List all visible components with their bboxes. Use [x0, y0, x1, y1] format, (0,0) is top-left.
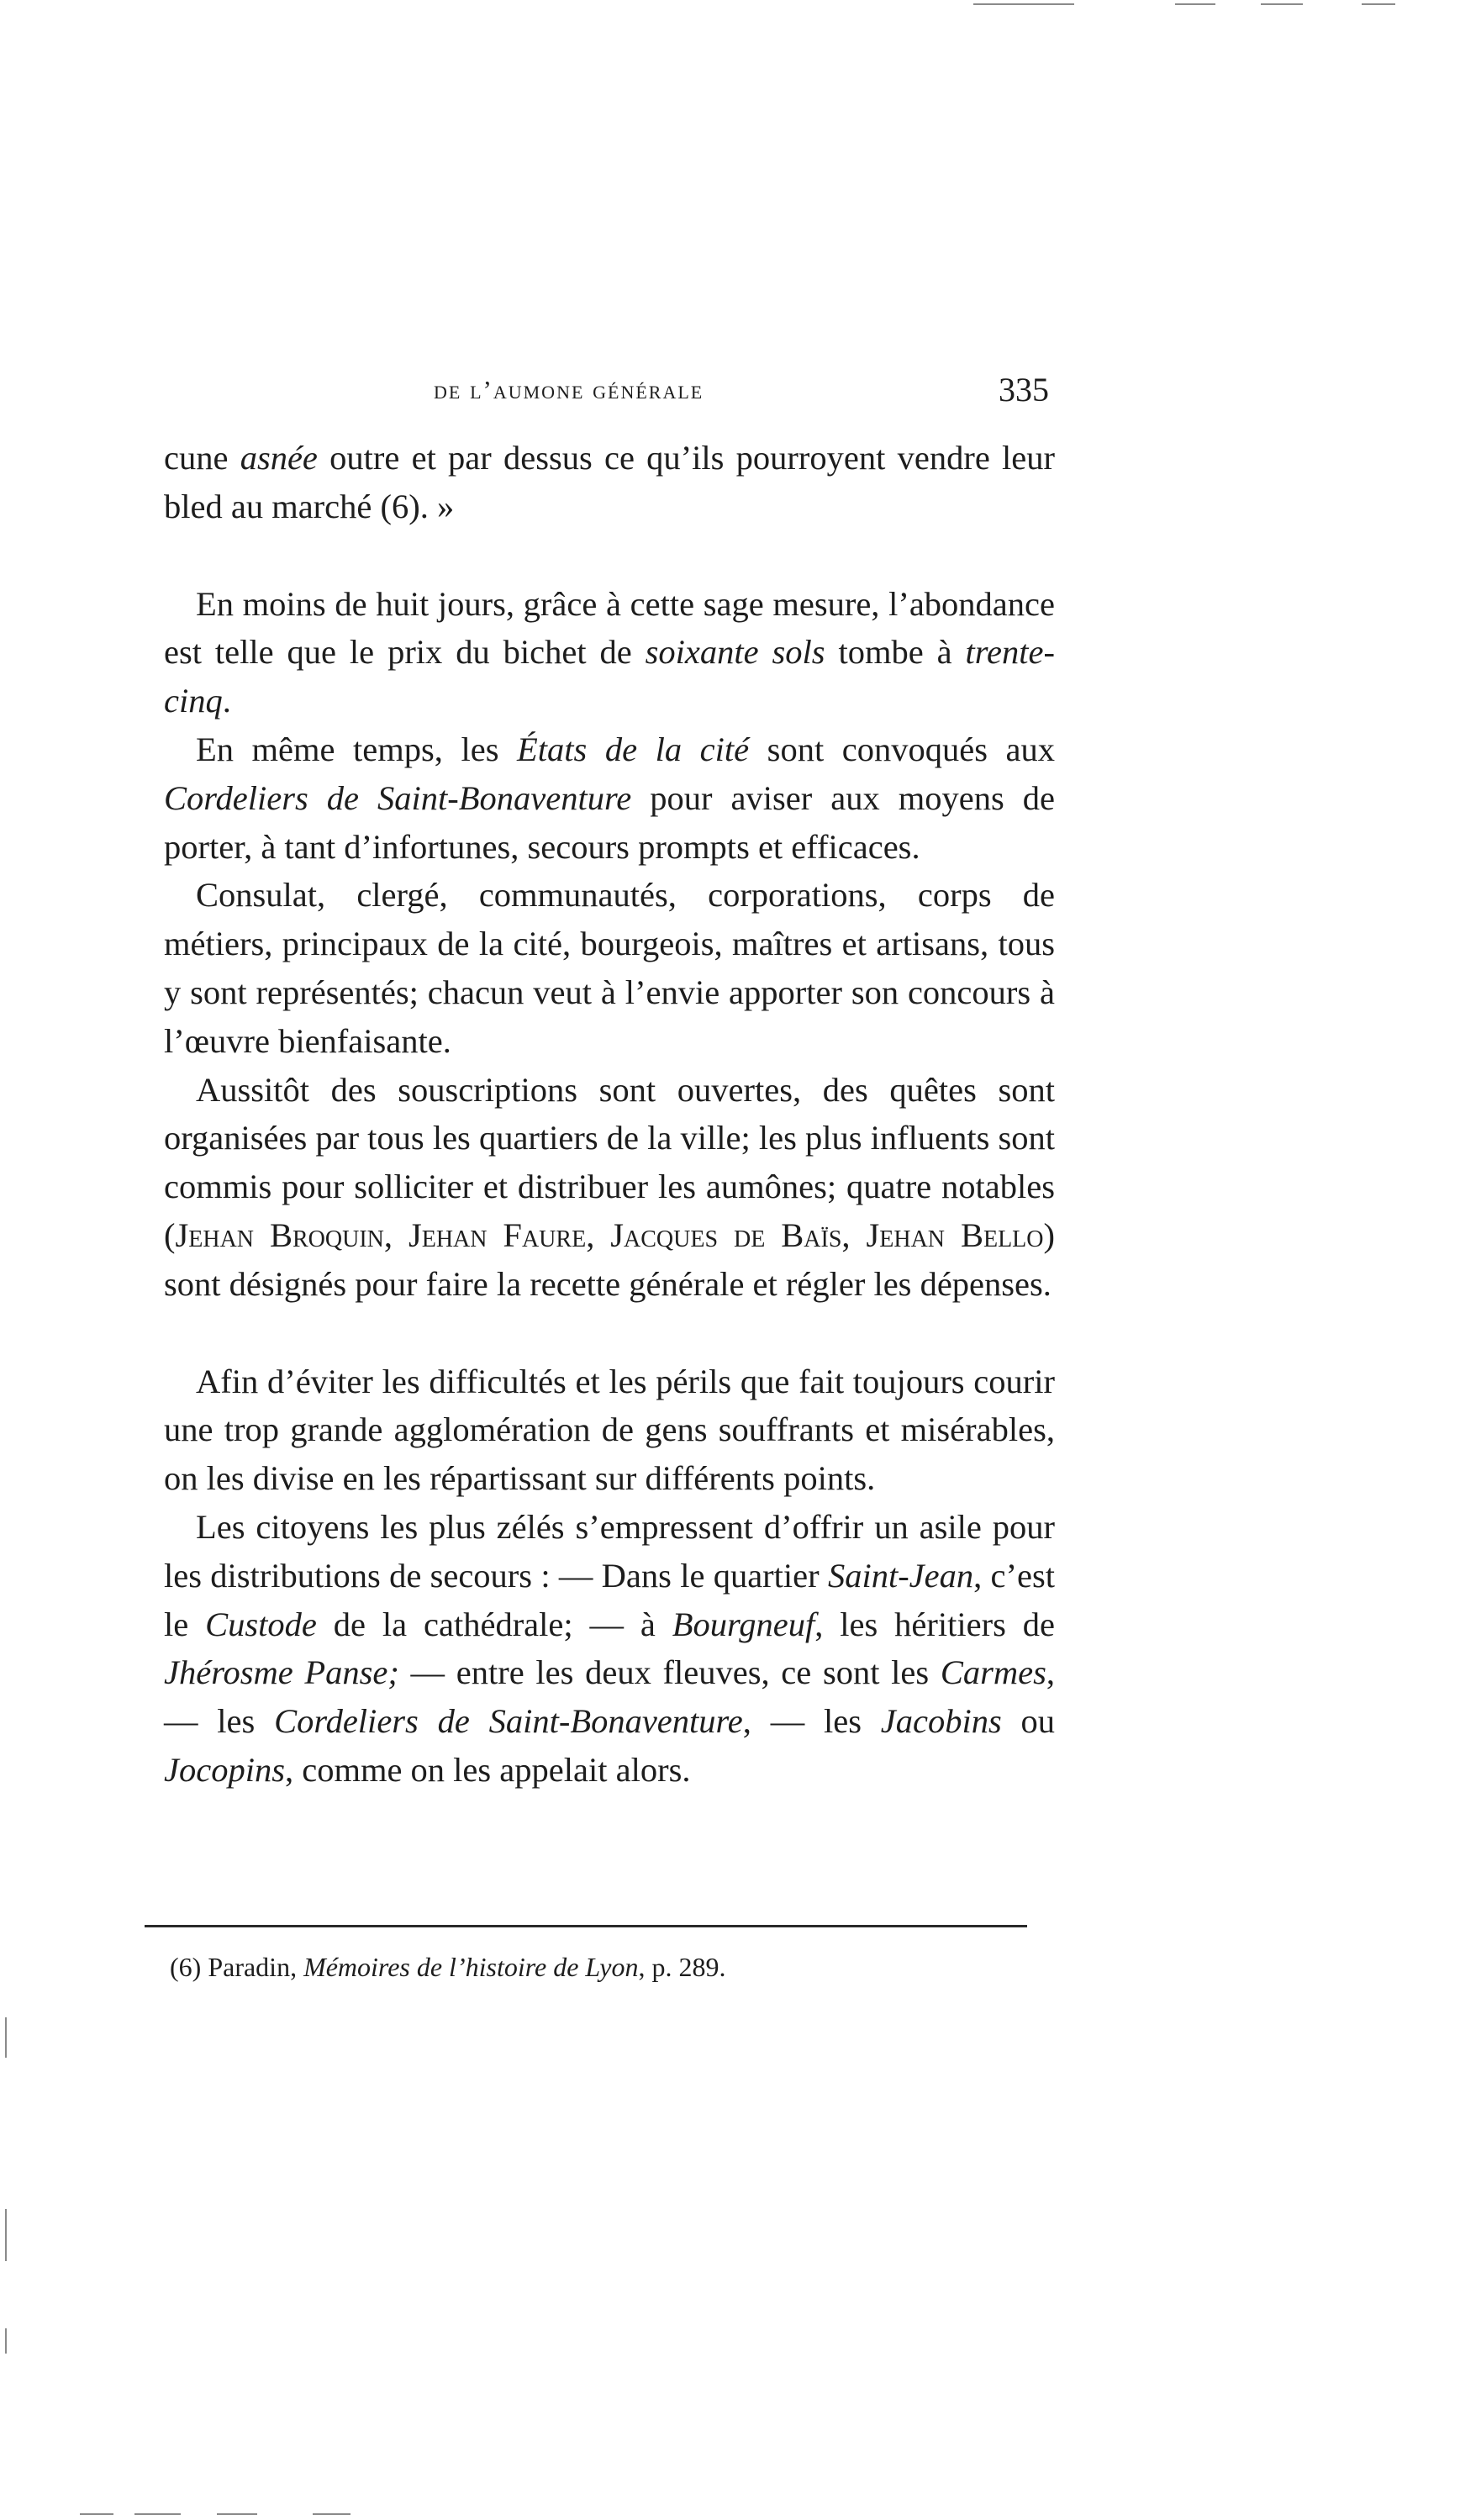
scan-mark-left — [5, 2017, 7, 2058]
scan-mark-top — [1362, 3, 1395, 5]
scan-mark-top — [973, 3, 1074, 5]
footnote-divider — [145, 1925, 1027, 1927]
paragraph-2: En moins de huit jours, grâce à cette sage mesure, l’abondance est telle que le prix du bichet de soixante sols tombe à trente-cinq. — [164, 584, 1055, 720]
scan-mark-bottom — [80, 2513, 113, 2515]
paragraph-7: Les citoyens les plus zélés s’empressent d’offrir un asile pour les distributions de secours : — Dans le quartier Saint-Jean, c’est le Custode de la cathédrale; — à Bourgneuf, les héritiers de Jhérosme Panse; — entre les deux fleuves, ce sont les Carmes, — les Cordeliers de Saint-Bonaventure, — les Jacobins ou Jocopins, comme on les appelait alors. — [164, 1507, 1056, 1789]
notable-name: Jehan Broquin — [175, 1215, 384, 1254]
paragraph-4: Consulat, clergé, communautés, corporations, corps de métiers, principaux de la cité, bourgeois, maîtres et artisans, tous y sont représentés; chacun veut à l’envie apporter son concours à l’œuvre bienfaisante. — [164, 876, 1055, 1060]
footnote: (6) Paradin, Mémoires de l’histoire de Lyon, p. 289. — [170, 1952, 726, 1982]
scan-mark-bottom — [313, 2513, 351, 2515]
scan-mark-bottom — [217, 2513, 257, 2515]
scan-mark-bottom — [134, 2513, 181, 2515]
scan-mark-top — [1261, 3, 1303, 5]
scan-mark-left — [5, 2328, 7, 2354]
paragraph-6: Afin d’éviter les difficultés et les périls que fait toujours courir une trop grande agglomération de gens souffrants et misérables, on les divise en les répartissant sur différents points. — [164, 1362, 1055, 1498]
notable-name: Jehan Faure — [408, 1215, 587, 1254]
running-head: de l’aumone générale — [434, 375, 704, 404]
scan-mark-top — [1175, 3, 1215, 5]
notable-name: Jacques de Baïs — [610, 1215, 842, 1254]
body-text — [164, 434, 1055, 1795]
paragraph-3: En même temps, les États de la cité sont convoqués aux Cordeliers de Saint-Bonaventure pour aviser aux moyens de porter, à tant d’infortunes, secours prompts et efficaces. — [164, 730, 1055, 866]
paragraph-5: Aussitôt des souscriptions sont ouvertes, des quêtes sont organisées par tous les quartiers de la ville; les plus influents sont commis pour solliciter et distribuer les aumônes; quatre notables (Jehan Broquin, Jehan Faure, Jacques de Baïs, Jehan Bello) sont désignés pour faire la recette générale et régler les dépenses. — [164, 1070, 1056, 1303]
page-number: 335 — [999, 371, 1049, 409]
notable-name: Jehan Bello — [866, 1215, 1044, 1254]
paragraph-1: cune asnée outre et par dessus ce qu’ils pourroyent vendre leur bled au marché (6). » — [164, 439, 1055, 525]
scan-mark-left — [5, 2209, 7, 2261]
